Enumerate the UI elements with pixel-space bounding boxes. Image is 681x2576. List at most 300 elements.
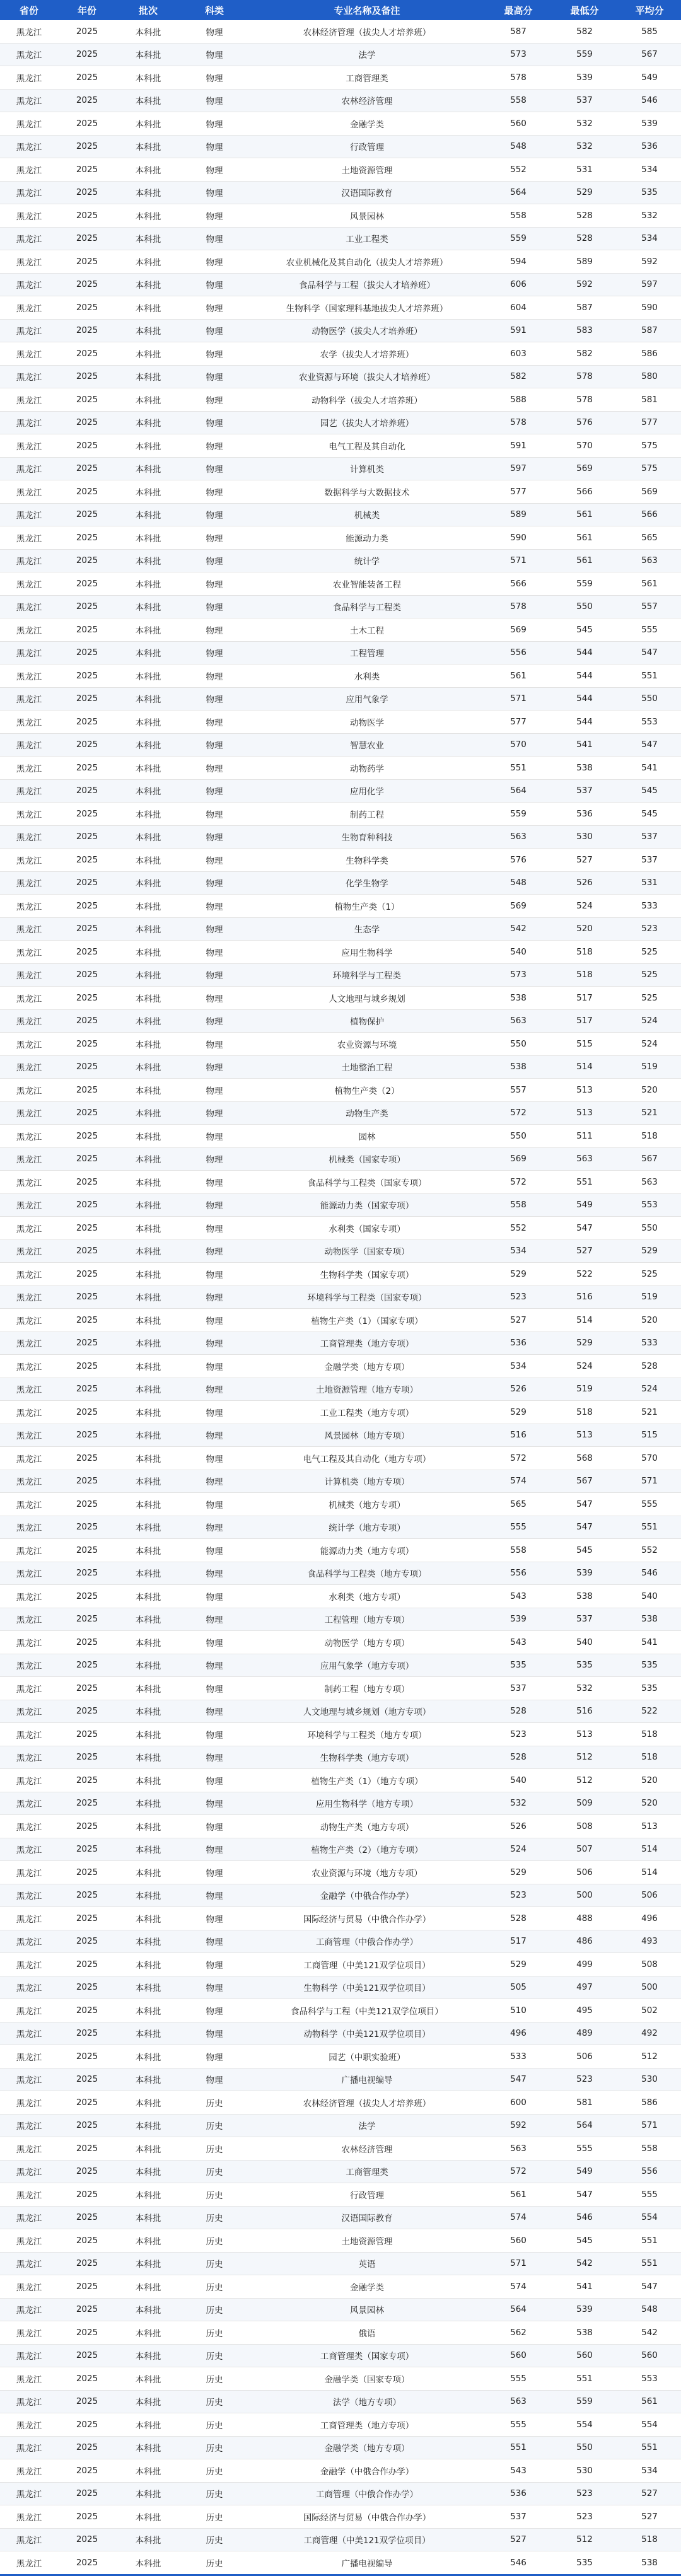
cell-batch: 本科批	[116, 2022, 180, 2045]
cell-min-score: 518	[551, 941, 618, 964]
cell-province: 黑龙江	[0, 342, 58, 366]
cell-year: 2025	[58, 457, 116, 480]
cell-max-score: 591	[486, 319, 551, 342]
cell-avg-score: 542	[618, 2321, 681, 2345]
table-row	[0, 526, 681, 550]
cell-batch: 本科批	[116, 1930, 180, 1953]
cell-batch: 本科批	[116, 572, 180, 596]
table-row	[0, 2229, 681, 2253]
cell-batch: 本科批	[116, 2367, 180, 2391]
cell-avg-score: 533	[618, 895, 681, 918]
cell-avg-score: 561	[618, 2390, 681, 2413]
cell-batch: 本科批	[116, 1239, 180, 1263]
cell-max-score: 528	[486, 1907, 551, 1930]
table-row	[0, 1861, 681, 1884]
cell-subject: 物理	[180, 526, 248, 550]
cell-max-score: 563	[486, 1009, 551, 1033]
cell-year: 2025	[58, 296, 116, 320]
cell-avg-score: 546	[618, 1562, 681, 1585]
cell-batch: 本科批	[116, 2114, 180, 2137]
cell-batch: 本科批	[116, 825, 180, 849]
cell-year: 2025	[58, 411, 116, 434]
cell-max-score: 569	[486, 1147, 551, 1171]
cell-year: 2025	[58, 250, 116, 274]
table-row	[0, 43, 681, 66]
cell-province: 黑龙江	[0, 319, 58, 342]
cell-year: 2025	[58, 711, 116, 734]
table-row	[0, 2551, 681, 2575]
cell-min-score: 506	[551, 2045, 618, 2068]
cell-major: 金融学类	[248, 112, 486, 136]
cell-min-score: 537	[551, 779, 618, 803]
cell-subject: 物理	[180, 1608, 248, 1631]
cell-year: 2025	[58, 2459, 116, 2483]
cell-max-score: 550	[486, 1125, 551, 1148]
cell-year: 2025	[58, 1055, 116, 1079]
cell-min-score: 559	[551, 572, 618, 596]
table-row	[0, 457, 681, 480]
cell-major: 工程管理（地方专项）	[248, 1608, 486, 1631]
cell-province: 黑龙江	[0, 2413, 58, 2437]
cell-subject: 物理	[180, 895, 248, 918]
cell-avg-score: 575	[618, 434, 681, 458]
table-row	[0, 434, 681, 458]
cell-major: 金融学类	[248, 2275, 486, 2299]
cell-avg-score: 590	[618, 296, 681, 320]
cell-province: 黑龙江	[0, 273, 58, 296]
cell-min-score: 528	[551, 227, 618, 250]
cell-min-score: 529	[551, 1332, 618, 1355]
cell-batch: 本科批	[116, 2206, 180, 2229]
cell-year: 2025	[58, 1677, 116, 1700]
cell-major: 园艺（拔尖人才培养班）	[248, 411, 486, 434]
cell-max-score: 539	[486, 1608, 551, 1631]
cell-max-score: 578	[486, 66, 551, 90]
cell-max-score: 574	[486, 2275, 551, 2299]
cell-avg-score: 560	[618, 2344, 681, 2367]
cell-major: 能源动力类（地方专项）	[248, 1539, 486, 1562]
cell-year: 2025	[58, 987, 116, 1010]
cell-max-score: 538	[486, 987, 551, 1010]
cell-avg-score: 520	[618, 1079, 681, 1102]
cell-min-score: 499	[551, 1953, 618, 1976]
cell-max-score: 536	[486, 1332, 551, 1355]
table-row	[0, 1539, 681, 1562]
cell-max-score: 523	[486, 1723, 551, 1746]
cell-max-score: 573	[486, 43, 551, 66]
cell-year: 2025	[58, 503, 116, 526]
cell-subject: 物理	[180, 273, 248, 296]
cell-avg-score: 547	[618, 641, 681, 664]
table-row	[0, 342, 681, 366]
cell-subject: 物理	[180, 1953, 248, 1976]
cell-major: 农业资源与环境（地方专项）	[248, 1861, 486, 1884]
cell-year: 2025	[58, 1493, 116, 1516]
cell-batch: 本科批	[116, 365, 180, 388]
cell-province: 黑龙江	[0, 1309, 58, 1332]
cell-year: 2025	[58, 1147, 116, 1171]
cell-subject: 物理	[180, 1193, 248, 1217]
cell-subject: 物理	[180, 227, 248, 250]
cell-min-score: 530	[551, 2459, 618, 2483]
cell-max-score: 529	[486, 1263, 551, 1286]
table-row	[0, 1239, 681, 1263]
table-row	[0, 1516, 681, 1539]
cell-max-score: 535	[486, 1654, 551, 1677]
cell-subject: 历史	[180, 2321, 248, 2345]
cell-major: 工业工程类	[248, 227, 486, 250]
cell-major: 动物科学（拔尖人才培养班）	[248, 388, 486, 412]
cell-avg-score: 524	[618, 1009, 681, 1033]
cell-min-score: 539	[551, 1562, 618, 1585]
cell-min-score: 549	[551, 2160, 618, 2183]
cell-subject: 物理	[180, 1884, 248, 1907]
cell-avg-score: 597	[618, 273, 681, 296]
cell-year: 2025	[58, 1378, 116, 1401]
cell-batch: 本科批	[116, 411, 180, 434]
cell-batch: 本科批	[116, 2528, 180, 2551]
cell-max-score: 529	[486, 1953, 551, 1976]
cell-province: 黑龙江	[0, 2252, 58, 2275]
cell-year: 2025	[58, 2045, 116, 2068]
cell-year: 2025	[58, 2114, 116, 2137]
cell-min-score: 587	[551, 296, 618, 320]
cell-subject: 历史	[180, 2091, 248, 2115]
cell-batch: 本科批	[116, 1631, 180, 1654]
cell-subject: 物理	[180, 1332, 248, 1355]
cell-max-score: 573	[486, 963, 551, 987]
cell-avg-score: 592	[618, 250, 681, 274]
cell-year: 2025	[58, 2367, 116, 2391]
cell-major: 环境科学与工程类	[248, 963, 486, 987]
cell-max-score: 538	[486, 1055, 551, 1079]
table-row	[0, 779, 681, 803]
cell-year: 2025	[58, 43, 116, 66]
cell-province: 黑龙江	[0, 1700, 58, 1723]
cell-subject: 物理	[180, 1401, 248, 1424]
cell-subject: 物理	[180, 825, 248, 849]
cell-avg-score: 557	[618, 595, 681, 618]
cell-province: 黑龙江	[0, 250, 58, 274]
cell-batch: 本科批	[116, 1907, 180, 1930]
cell-batch: 本科批	[116, 1884, 180, 1907]
cell-major: 人文地理与城乡规划（地方专项）	[248, 1700, 486, 1723]
cell-year: 2025	[58, 2551, 116, 2575]
cell-avg-score: 566	[618, 503, 681, 526]
cell-max-score: 578	[486, 411, 551, 434]
cell-min-score: 514	[551, 1055, 618, 1079]
cell-province: 黑龙江	[0, 2183, 58, 2207]
cell-max-score: 546	[486, 2551, 551, 2575]
cell-year: 2025	[58, 825, 116, 849]
cell-subject: 物理	[180, 296, 248, 320]
cell-subject: 历史	[180, 2505, 248, 2529]
cell-min-score: 576	[551, 411, 618, 434]
cell-province: 黑龙江	[0, 296, 58, 320]
cell-major: 行政管理	[248, 2183, 486, 2207]
cell-major: 金融学（中俄合作办学）	[248, 2459, 486, 2483]
cell-avg-score: 500	[618, 1976, 681, 1999]
table-row	[0, 1332, 681, 1355]
cell-province: 黑龙江	[0, 1608, 58, 1631]
cell-major: 生态学	[248, 917, 486, 941]
cell-min-score: 544	[551, 687, 618, 711]
cell-year: 2025	[58, 2344, 116, 2367]
cell-subject: 物理	[180, 757, 248, 780]
cell-year: 2025	[58, 20, 116, 43]
cell-max-score: 505	[486, 1976, 551, 1999]
cell-avg-score: 586	[618, 342, 681, 366]
cell-province: 黑龙江	[0, 1079, 58, 1102]
cell-major: 工商管理类（地方专项）	[248, 2413, 486, 2437]
cell-subject: 物理	[180, 1125, 248, 1148]
table-row	[0, 2482, 681, 2505]
cell-year: 2025	[58, 89, 116, 112]
cell-major: 行政管理	[248, 135, 486, 158]
cell-min-score: 555	[551, 2137, 618, 2161]
cell-province: 黑龙江	[0, 1239, 58, 1263]
cell-min-score: 516	[551, 1285, 618, 1309]
cell-province: 黑龙江	[0, 1654, 58, 1677]
cell-min-score: 495	[551, 1999, 618, 2022]
cell-year: 2025	[58, 1792, 116, 1815]
cell-year: 2025	[58, 664, 116, 688]
cell-min-score: 527	[551, 849, 618, 872]
cell-avg-score: 493	[618, 1930, 681, 1953]
cell-subject: 物理	[180, 803, 248, 826]
cell-max-score: 547	[486, 2068, 551, 2091]
cell-max-score: 540	[486, 1769, 551, 1792]
cell-subject: 物理	[180, 1976, 248, 1999]
cell-min-score: 516	[551, 1700, 618, 1723]
cell-year: 2025	[58, 641, 116, 664]
cell-batch: 本科批	[116, 1562, 180, 1585]
cell-major: 金融学类（国家专项）	[248, 2367, 486, 2391]
cell-subject: 物理	[180, 158, 248, 182]
cell-avg-score: 587	[618, 319, 681, 342]
cell-province: 黑龙江	[0, 1631, 58, 1654]
cell-batch: 本科批	[116, 1769, 180, 1792]
table-row	[0, 2206, 681, 2229]
table-row	[0, 595, 681, 618]
cell-max-score: 510	[486, 1999, 551, 2022]
cell-min-score: 578	[551, 365, 618, 388]
cell-major: 工商管理类	[248, 66, 486, 90]
cell-year: 2025	[58, 158, 116, 182]
cell-batch: 本科批	[116, 1999, 180, 2022]
cell-subject: 物理	[180, 388, 248, 412]
cell-major: 风景园林	[248, 2298, 486, 2321]
cell-province: 黑龙江	[0, 1838, 58, 1861]
cell-subject: 物理	[180, 204, 248, 228]
cell-year: 2025	[58, 1723, 116, 1746]
cell-province: 黑龙江	[0, 1585, 58, 1608]
cell-province: 黑龙江	[0, 457, 58, 480]
cell-batch: 本科批	[116, 296, 180, 320]
cell-min-score: 570	[551, 434, 618, 458]
cell-batch: 本科批	[116, 849, 180, 872]
cell-province: 黑龙江	[0, 43, 58, 66]
cell-min-score: 512	[551, 1769, 618, 1792]
cell-min-score: 513	[551, 1101, 618, 1125]
cell-province: 黑龙江	[0, 1125, 58, 1148]
table-row	[0, 2183, 681, 2207]
cell-province: 黑龙江	[0, 1746, 58, 1769]
cell-province: 黑龙江	[0, 641, 58, 664]
cell-batch: 本科批	[116, 871, 180, 895]
cell-max-score: 528	[486, 1746, 551, 1769]
cell-batch: 本科批	[116, 2068, 180, 2091]
cell-province: 黑龙江	[0, 503, 58, 526]
cell-batch: 本科批	[116, 1861, 180, 1884]
cell-min-score: 554	[551, 2413, 618, 2437]
cell-batch: 本科批	[116, 1147, 180, 1171]
cell-batch: 本科批	[116, 135, 180, 158]
cell-batch: 本科批	[116, 1516, 180, 1539]
cell-year: 2025	[58, 549, 116, 572]
cell-major: 制药工程	[248, 803, 486, 826]
cell-year: 2025	[58, 1125, 116, 1148]
table-row	[0, 135, 681, 158]
table-row	[0, 2068, 681, 2091]
cell-min-score: 578	[551, 388, 618, 412]
cell-max-score: 569	[486, 618, 551, 642]
cell-max-score: 576	[486, 849, 551, 872]
cell-batch: 本科批	[116, 641, 180, 664]
cell-batch: 本科批	[116, 733, 180, 757]
cell-min-score: 569	[551, 457, 618, 480]
table-row	[0, 296, 681, 320]
table-row	[0, 1424, 681, 1447]
table-row	[0, 1930, 681, 1953]
cell-min-score: 567	[551, 1470, 618, 1493]
table-row	[0, 1147, 681, 1171]
cell-max-score: 560	[486, 2344, 551, 2367]
cell-max-score: 603	[486, 342, 551, 366]
cell-subject: 历史	[180, 2252, 248, 2275]
cell-province: 黑龙江	[0, 2160, 58, 2183]
cell-subject: 历史	[180, 2390, 248, 2413]
cell-batch: 本科批	[116, 1447, 180, 1470]
cell-max-score: 558	[486, 1539, 551, 1562]
cell-year: 2025	[58, 1332, 116, 1355]
cell-max-score: 563	[486, 2390, 551, 2413]
cell-major: 电气工程及其自动化	[248, 434, 486, 458]
cell-major: 植物生产类（2）（地方专项）	[248, 1838, 486, 1861]
cell-year: 2025	[58, 1217, 116, 1240]
cell-min-score: 532	[551, 135, 618, 158]
cell-year: 2025	[58, 319, 116, 342]
cell-subject: 物理	[180, 1539, 248, 1562]
cell-year: 2025	[58, 963, 116, 987]
cell-avg-score: 551	[618, 2252, 681, 2275]
cell-batch: 本科批	[116, 503, 180, 526]
cell-subject: 物理	[180, 941, 248, 964]
cell-avg-score: 570	[618, 1447, 681, 1470]
table-row	[0, 1769, 681, 1792]
cell-avg-score: 502	[618, 1999, 681, 2022]
cell-subject: 历史	[180, 2436, 248, 2459]
table-row	[0, 1953, 681, 1976]
table-row	[0, 2045, 681, 2068]
cell-subject: 物理	[180, 20, 248, 43]
cell-province: 黑龙江	[0, 849, 58, 872]
cell-batch: 本科批	[116, 963, 180, 987]
cell-max-score: 543	[486, 1631, 551, 1654]
cell-min-score: 532	[551, 1677, 618, 1700]
cell-subject: 物理	[180, 1055, 248, 1079]
cell-min-score: 545	[551, 618, 618, 642]
cell-avg-score: 538	[618, 2551, 681, 2575]
table-row	[0, 2459, 681, 2483]
cell-year: 2025	[58, 2390, 116, 2413]
cell-major: 工程管理	[248, 641, 486, 664]
table-row	[0, 917, 681, 941]
cell-subject: 物理	[180, 2022, 248, 2045]
cell-avg-score: 558	[618, 2137, 681, 2161]
cell-year: 2025	[58, 895, 116, 918]
cell-year: 2025	[58, 1033, 116, 1056]
cell-avg-score: 551	[618, 2436, 681, 2459]
cell-major: 园林	[248, 1125, 486, 1148]
cell-avg-score: 525	[618, 1263, 681, 1286]
table-row	[0, 687, 681, 711]
cell-province: 黑龙江	[0, 1723, 58, 1746]
cell-avg-score: 551	[618, 664, 681, 688]
cell-major: 电气工程及其自动化（地方专项）	[248, 1447, 486, 1470]
cell-min-score: 513	[551, 1424, 618, 1447]
cell-province: 黑龙江	[0, 1355, 58, 1378]
cell-year: 2025	[58, 917, 116, 941]
table-row	[0, 871, 681, 895]
cell-min-score: 563	[551, 1147, 618, 1171]
cell-year: 2025	[58, 2091, 116, 2115]
cell-major: 食品科学与工程类（国家专项）	[248, 1171, 486, 1194]
cell-max-score: 563	[486, 2137, 551, 2161]
cell-year: 2025	[58, 2022, 116, 2045]
cell-year: 2025	[58, 2528, 116, 2551]
cell-year: 2025	[58, 1239, 116, 1263]
cell-avg-score: 525	[618, 987, 681, 1010]
cell-batch: 本科批	[116, 779, 180, 803]
cell-year: 2025	[58, 1769, 116, 1792]
cell-batch: 本科批	[116, 2344, 180, 2367]
cell-min-score: 524	[551, 895, 618, 918]
cell-year: 2025	[58, 595, 116, 618]
cell-subject: 物理	[180, 595, 248, 618]
header-major: 专业名称及备注	[248, 0, 486, 20]
cell-min-score: 547	[551, 2183, 618, 2207]
cell-subject: 物理	[180, 1585, 248, 1608]
cell-subject: 物理	[180, 2068, 248, 2091]
cell-avg-score: 525	[618, 963, 681, 987]
cell-year: 2025	[58, 1861, 116, 1884]
cell-subject: 历史	[180, 2183, 248, 2207]
cell-province: 黑龙江	[0, 1424, 58, 1447]
cell-batch: 本科批	[116, 711, 180, 734]
cell-batch: 本科批	[116, 43, 180, 66]
cell-province: 黑龙江	[0, 2505, 58, 2529]
cell-batch: 本科批	[116, 1815, 180, 1838]
cell-batch: 本科批	[116, 2390, 180, 2413]
cell-year: 2025	[58, 2298, 116, 2321]
cell-batch: 本科批	[116, 112, 180, 136]
cell-major: 工商管理（中俄合作办学）	[248, 2482, 486, 2505]
cell-max-score: 516	[486, 1424, 551, 1447]
cell-province: 黑龙江	[0, 1263, 58, 1286]
cell-max-score: 592	[486, 2114, 551, 2137]
cell-province: 黑龙江	[0, 779, 58, 803]
